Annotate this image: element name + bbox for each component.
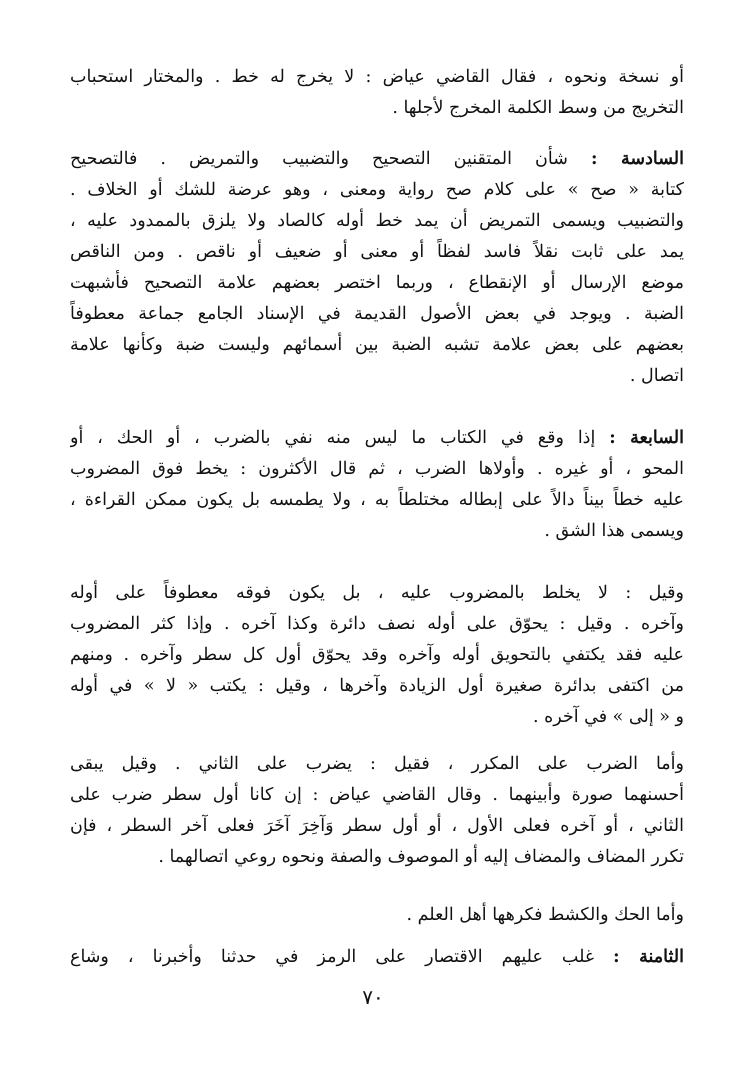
- text-line: عليه فقد يكتفي بالتحويق أوله وآخره وقد يحوّق أول كل سطر وآخره . ومنهم: [70, 645, 684, 665]
- text-line: وأما الضرب على المكرر ، فقيل : يضرب على الثاني . وقيل يبقى: [70, 754, 684, 774]
- text-line: ويسمى هذا الشق .: [544, 521, 684, 541]
- text-line: [70, 423, 684, 454]
- text-line: كتابة « صح » على كلام صح رواية ومعنى ، وهو عرضة للشك أو الخلاف .: [70, 180, 684, 200]
- text-line: التخريج من وسط الكلمة المخرج لأجلها .: [392, 98, 684, 118]
- section-heading-sixth: السادسة :: [590, 149, 684, 169]
- paragraph-eighth: [70, 942, 684, 973]
- section-heading-seventh: السابعة :: [609, 428, 684, 448]
- text-span: شأن المتقنين التصحيح والتضبيب والتمريض . فالتصحيح: [70, 149, 568, 169]
- paragraph-continuation: [70, 62, 684, 124]
- text-line: أحسنهما صورة وأبينهما . وقال القاضي عياض : إن كانا أول سطر ضرب على: [70, 785, 684, 805]
- text-line: [70, 942, 684, 973]
- paragraph-repetition: [70, 749, 684, 873]
- text-line: المحو ، أو غيره . وأولاها الضرب ، ثم قال الأكثرون : يخط فوق المضروب: [70, 459, 684, 479]
- text-line: [70, 144, 684, 175]
- text-line: الضبة . ويوجد في بعض الأصول القديمة في الإسناد الجامع جماعة معطوفاً: [70, 304, 684, 324]
- text-span: إذا وقع في الكتاب ما ليس منه نفي بالضرب ، أو الحك ، أو: [70, 428, 596, 448]
- text-line: اتصال .: [629, 366, 684, 386]
- paragraph-seventh: [70, 423, 684, 547]
- text-line: وآخره . وقيل : يحوّق على أوله نصف دائرة وكذا آخره . وإذا كثر المضروب: [70, 614, 684, 634]
- section-heading-eighth: الثامنة :: [613, 947, 684, 967]
- text-line: من اكتفى بدائرة صغيرة أول الزيادة وآخرها ، وقيل : يكتب « لا » في أوله: [70, 676, 684, 696]
- paragraph-alternative-view: [70, 578, 684, 733]
- text-line: تكرر المضاف والمضاف إليه أو الموصوف والصفة ونحوه روعي اتصالهما .: [158, 847, 684, 867]
- text-line: وقيل : لا يخلط بالمضروب عليه ، بل يكون فوقه معطوفاً على أوله: [70, 583, 684, 603]
- paragraph-sixth: [70, 144, 684, 392]
- text-line: و « إلى » في آخره .: [532, 707, 684, 727]
- page-number: ٧٠: [362, 985, 384, 1009]
- text-line: والتضبيب ويسمى التمريض أن يمد خط أوله كالصاد ولا يلزق بالممدود عليه ،: [70, 211, 684, 231]
- text-line: يمد على ثابت نقلاً فاسد لفظاً أو معنى أو ضعيف أو ناقص . ومن الناقص: [70, 242, 684, 262]
- text-line: أو نسخة ونحوه ، فقال القاضي عياض : لا يخرج له خط . والمختار استحباب: [70, 67, 684, 87]
- text-line: بعضهم على بعض علامة تشبه الضبة بين أسمائهم وليست ضبة وكأنها علامة: [70, 335, 684, 355]
- text-line: وأما الحك والكشط فكرهها أهل العلم .: [406, 905, 684, 925]
- text-line: عليه خطاً بيناً دالاً على إبطاله مختلطاً به ، ولا يطمسه بل يكون ممكن القراءة ،: [70, 490, 684, 510]
- paragraph-scraping: [70, 900, 684, 931]
- text-line: موضع الإرسال أو الإنقطاع ، وربما اختصر بعضهم علامة التصحيح فأشبهت: [70, 273, 684, 293]
- text-span: غلب عليهم الاقتصار على الرمز في حدثنا وأخبرنا ، وشاع: [70, 947, 595, 967]
- text-line: الثاني ، أو آخره فعلى الأول ، أو أول سطر وَآخِرَ آخَرَ فعلى آخر السطر ، فإن: [70, 816, 684, 836]
